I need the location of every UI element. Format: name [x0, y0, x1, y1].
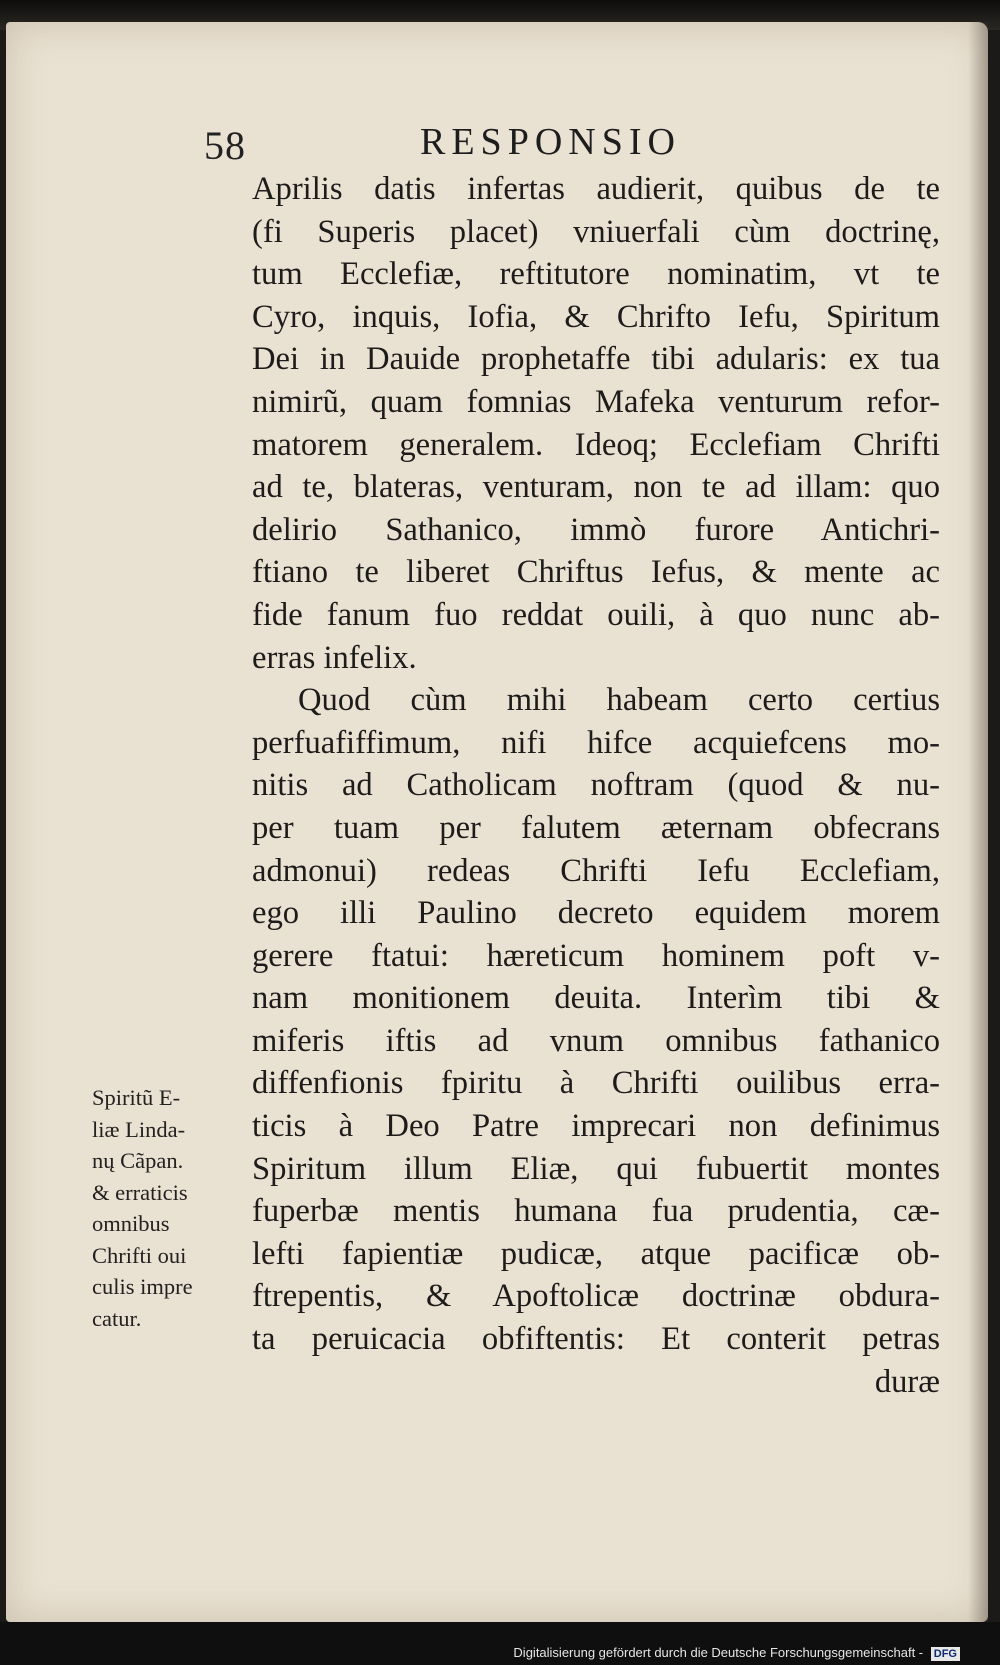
text-line: ta peruicacia obfiftentis: Et conterit petras: [252, 1321, 940, 1358]
text-line: erras infelix.: [252, 639, 417, 676]
running-head: RESPONSIO: [420, 121, 681, 163]
page-number: 58: [204, 123, 246, 168]
page-edge-shadow: [968, 22, 988, 1622]
text-line: miferis iftis ad vnum omnibus fathanico: [252, 1022, 940, 1059]
text-line: perfuafiffimum, nifi hifce acquiefcens mo-: [252, 724, 940, 761]
dfg-logo: DFG: [931, 1647, 960, 1661]
text-line: ticis à Deo Patre imprecari non definimus: [252, 1108, 940, 1145]
marginal-line: nų Cãpan.: [92, 1148, 184, 1173]
text-line: nam monitionem deuita. Interìm tibi &: [252, 980, 940, 1017]
text-line: nimirũ, quam fomnias Mafeka venturum refor-: [252, 383, 940, 420]
text-line: fuperbæ mentis humana fua prudentia, cæ-: [252, 1193, 940, 1230]
text-line: tum Ecclefiæ, reftitutore nominatim, vt te: [252, 256, 940, 293]
text-line: (fi Superis placet) vniuerfali cùm doctrinę,: [252, 213, 940, 250]
text-line: ftrepentis, & Apoftolicæ doctrinæ obdura-: [252, 1278, 940, 1315]
marginal-line: Chrifti oui: [92, 1242, 187, 1268]
text-line: matorem generalem. Ideoq; Ecclefiam Chrifti: [252, 426, 940, 463]
text-line: ego illi Paulino decreto equidem morem: [252, 895, 940, 932]
credit-text: Digitalisierung gefördert durch die Deutsche Forschungsgemeinschaft -: [513, 1645, 924, 1660]
digitization-credit: [513, 1645, 960, 1661]
text-line: gerere ftatui: hæreticum hominem poft v-: [252, 937, 940, 974]
marginal-note: [92, 1082, 252, 1334]
marginal-line: omnibus: [92, 1211, 170, 1236]
text-line: ftiano te liberet Chriftus Iefus, & mente ac: [252, 554, 940, 591]
text-line: nitis ad Catholicam noftram (quod & nu-: [252, 767, 940, 804]
text-line: lefti fapientiæ pudicæ, atque pacificæ ob-: [252, 1235, 940, 1272]
text-line: ad te, blateras, venturam, non te ad illam: quo: [252, 469, 940, 506]
text-line: Aprilis datis infertas audierit, quibus de te: [252, 171, 940, 207]
text-line: Cyro, inquis, Iofia, & Chrifto Iefu, Spiritum: [252, 298, 940, 335]
marginal-line: catur.: [92, 1305, 142, 1331]
text-line: admonui) redeas Chrifti Iefu Ecclefiam,: [252, 852, 940, 889]
marginal-line: & erraticis: [92, 1179, 188, 1205]
catchword: duræ: [874, 1363, 940, 1400]
marginal-line: culis impre: [92, 1274, 193, 1299]
marginal-line: Spiritũ E-: [92, 1085, 181, 1110]
text-line: delirio Sathanico, immò furore Antichri-: [252, 511, 940, 548]
marginal-line: liæ Linda-: [92, 1116, 186, 1142]
text-line: diffenfionis fpiritu à Chrifti ouilibus erra-: [252, 1065, 940, 1102]
main-text-block: [252, 168, 940, 1403]
text-line: Dei in Dauide prophetaffe tibi adularis: ex tua: [252, 341, 940, 378]
text-line: fide fanum fuo reddat ouili, à quo nunc ab-: [252, 596, 940, 633]
text-line: per tuam per falutem æternam obfecrans: [252, 809, 940, 846]
paragraph-start-line: Quod cùm mihi habeam certo certius: [298, 682, 940, 719]
text-line: Spiritum illum Eliæ, qui fubuertit montes: [252, 1150, 940, 1187]
